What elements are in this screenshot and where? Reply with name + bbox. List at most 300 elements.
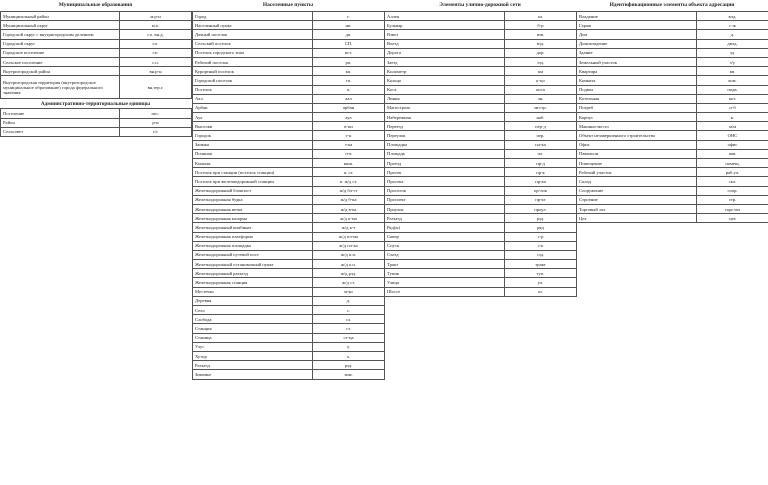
term-cell: Взвоз [385,30,505,39]
abbreviation-cell: ж/д в-ка [313,204,385,213]
term-cell: Поселок [193,85,313,94]
object-row [577,177,768,186]
abbreviation-cell: п. ж/д ст. [313,177,385,186]
term-cell: Рабочий участок [577,168,697,177]
term-cell: Городской округ [1,39,120,48]
abbreviation-cell: киш. [313,159,385,168]
settlement-row [193,122,385,131]
term-cell: Внутригородской район [1,67,120,76]
municipal-row [1,48,192,57]
settlement-row [193,306,385,315]
object-row [577,67,768,76]
settlement-row [193,278,385,287]
settlement-row [193,195,385,204]
term-cell: Дачный поселок [193,30,313,39]
abbreviation-cell: пгт. [313,48,385,57]
abbreviation-cell: скл. [697,177,768,186]
streets-header: Элементы улично-дорожной сети [439,2,521,8]
settlement-row [193,67,385,76]
abbreviation-cell: ряд [505,223,577,232]
street-row [385,131,577,140]
abbreviation-cell: взв. [505,30,577,39]
abbreviation-cell: кот. [697,94,768,103]
abbreviation-cell: г.п. [120,48,192,57]
abbreviation-cell: ззд. [505,57,577,66]
object-row [577,159,768,168]
term-cell: Железнодорожный блокпост [193,186,313,195]
abbreviation-cell: пр-лок [505,186,577,195]
street-row [385,12,577,21]
term-cell: Проселок [385,186,505,195]
settlement-row [193,48,385,57]
term-cell: Разъезд [193,361,313,370]
objects-header: Идентификационные элементы объекта адресации [609,2,735,8]
abbreviation-cell: х. [313,351,385,360]
term-cell: Улус [193,342,313,351]
abbreviation-cell: подв. [697,85,768,94]
term-cell: Цех [577,214,697,223]
street-row [385,204,577,213]
term-cell: Железнодорожный путевой пост [193,250,313,259]
settlement-row [193,250,385,259]
abbreviation-cell: аал [313,94,385,103]
term-cell: Поселение [1,109,120,118]
abbreviation-cell: нп. [313,21,385,30]
term-cell: Переулок [385,131,505,140]
street-row [385,122,577,131]
term-cell: Деревня [193,296,313,305]
municipal-row [1,12,192,21]
term-cell: Железнодорожная станция [193,278,313,287]
abbreviation-cell: мгстр. [505,103,577,112]
abbreviation-cell: у. [313,342,385,351]
abbreviation-cell: coop. [697,186,768,195]
abbreviation-cell: пр-к [505,168,577,177]
abbreviation-cell: г.о. [120,39,192,48]
admin-table [0,108,192,137]
term-cell: Тупик [385,269,505,278]
term-cell: Сельсовет [1,127,120,136]
settlement-row [193,241,385,250]
abbreviation-cell: вн.р-н [120,67,192,76]
settlement-row [193,186,385,195]
settlement-row [193,324,385,333]
term-cell: Земельный участок [577,57,697,66]
abbreviation-cell: км [505,67,577,76]
abbreviation-cell: аул [313,113,385,122]
admin-row [1,118,192,127]
term-cell: Съезд [385,250,505,259]
settlement-row [193,269,385,278]
term-cell: Местечко [193,287,313,296]
abbreviation-cell: с. [313,306,385,315]
object-row [577,94,768,103]
settlement-row [193,57,385,66]
abbreviation-cell: СП. [313,39,385,48]
street-row [385,168,577,177]
abbreviation-cell: к. [697,113,768,122]
abbreviation-cell: коса [505,85,577,94]
term-cell: Здание [577,48,697,57]
abbreviation-cell: с/с [120,127,192,136]
object-row [577,149,768,158]
term-cell: Котельная [577,94,697,103]
term-cell: Офис [577,140,697,149]
object-row [577,131,768,140]
objects-table [576,11,768,223]
object-row [577,103,768,112]
abbreviation-cell: наб. [505,113,577,122]
abbreviation-cell: с.п. [120,57,192,66]
settlement-row [193,103,385,112]
term-cell: Шоссе [385,287,505,296]
term-cell: Километр [385,67,505,76]
abbreviation-cell: п-б [697,103,768,112]
settlement-row [193,149,385,158]
abbreviation-cell: сл. [313,315,385,324]
term-cell: Аллея [385,12,505,21]
term-cell: Заезд [385,57,505,66]
abbreviation-cell: б-р [505,21,577,30]
abbreviation-cell: ш. [505,287,577,296]
settlement-row [193,287,385,296]
term-cell: Муниципальный район [1,12,120,21]
term-cell: Починок [193,149,313,158]
term-cell: Внутригородская территория (внутригородское муниципальное образование) города федерального значения [1,76,120,99]
municipal-row [1,30,192,39]
street-row [385,113,577,122]
settlement-row [193,39,385,48]
abbreviation-cell: ж/д пл-ма [313,232,385,241]
object-row [577,48,768,57]
term-cell: Домовладение [577,39,697,48]
abbreviation-cell: пав. [697,149,768,158]
municipal-row [1,67,192,76]
municipal-row [1,21,192,30]
abbreviation-cell: пр-кт [505,195,577,204]
street-row [385,232,577,241]
admin-row [1,127,192,136]
abbreviation-cell: дп. [313,30,385,39]
street-row [385,103,577,112]
abbreviation-cell: арбан [313,103,385,112]
term-cell: Кольцо [385,76,505,85]
term-cell: Разъезд [385,214,505,223]
abbreviation-cell: ул. [505,278,577,287]
abbreviation-cell: пл. [505,149,577,158]
street-row [385,241,577,250]
term-cell: Подвал [577,85,697,94]
object-row [577,195,768,204]
term-cell: Городское поселение [1,48,120,57]
term-cell: Корпус [577,113,697,122]
abbreviation-cell: ж/д п.п. [313,250,385,259]
street-row [385,260,577,269]
abbreviation-cell: рп. [313,57,385,66]
term-cell: Сооружение [577,186,697,195]
admin-header: Административно-территориальные единицы [40,101,151,108]
term-cell: Арбан [193,103,313,112]
abbreviation-cell: ж/д к-ма [313,214,385,223]
term-cell: Коса [385,85,505,94]
abbreviation-cell: зим. [313,370,385,379]
object-row [577,214,768,223]
abbreviation-cell: г.о. вн.д. [120,30,192,39]
term-cell: Кишлак [193,159,313,168]
term-cell: Дом [577,30,697,39]
term-cell: Выселки [193,122,313,131]
abbreviation-cell: ст-ца [313,333,385,342]
street-row [385,223,577,232]
term-cell: Станица [193,333,313,342]
abbreviation-cell: пос. [120,109,192,118]
settlement-row [193,361,385,370]
object-row [577,39,768,48]
municipal-section [0,0,191,137]
settlement-row [193,232,385,241]
abbreviation-cell: кв. [697,67,768,76]
abbreviation-cell: раб.уч. [697,168,768,177]
abbreviation-cell: з/у [697,57,768,66]
term-cell: Железнодорожная будка [193,195,313,204]
municipal-row [1,76,192,99]
term-cell: Ряд(ы) [385,223,505,232]
street-row [385,287,577,296]
term-cell: Машино-место [577,122,697,131]
abbreviation-cell: с-р [505,232,577,241]
abbreviation-cell: ж/д о.п. [313,260,385,269]
settlement-row [193,12,385,21]
term-cell: Аул [193,113,313,122]
term-cell: Линия [385,94,505,103]
objects-section [576,0,768,223]
abbreviation-cell: зд. [697,48,768,57]
term-cell: Проезд [385,159,505,168]
term-cell: Станция [193,324,313,333]
abbreviation-cell: дор. [505,48,577,57]
settlement-row [193,85,385,94]
settlement-row [193,177,385,186]
term-cell: Заимка [193,140,313,149]
abbreviation-cell: р-н [120,118,192,127]
streets-section [384,0,576,297]
street-row [385,76,577,85]
street-row [385,159,577,168]
street-row [385,140,577,149]
term-cell: Гараж [577,21,697,30]
term-cell: Железнодорожный комбинат [193,223,313,232]
abbreviation-cell: тракт [505,260,577,269]
settlements-section [192,0,384,380]
object-row [577,204,768,213]
settlement-row [193,333,385,342]
abbreviation-cell: стр. [697,195,768,204]
term-cell: Городской округ с внутригородским делением [1,30,120,39]
abbreviation-cell: проул. [505,204,577,213]
abbreviation-cell: туп. [505,269,577,278]
abbreviation-cell: к-цо [505,76,577,85]
street-row [385,278,577,287]
object-row [577,186,768,195]
municipal-header: Муниципальные образования [58,2,133,8]
street-row [385,57,577,66]
term-cell: Дорога [385,48,505,57]
term-cell: Аал [193,94,313,103]
term-cell: Хутор [193,351,313,360]
street-row [385,48,577,57]
term-cell: Набережная [385,113,505,122]
street-row [385,250,577,259]
term-cell: Переезд [385,122,505,131]
term-cell: Тракт [385,260,505,269]
object-row [577,21,768,30]
abbreviation-cell: ж/д к-т [313,223,385,232]
term-cell: Рабочий поселок [193,57,313,66]
term-cell: Железнодорожная ветка [193,204,313,213]
term-cell: Сквер [385,232,505,241]
term-cell: Въезд [385,39,505,48]
term-cell: Улица [385,278,505,287]
abbreviation-cell: ал. [505,12,577,21]
abbreviation-cell: рзд. [505,214,577,223]
streets-table [384,11,577,297]
settlement-row [193,315,385,324]
street-row [385,195,577,204]
term-cell: Квартира [577,67,697,76]
abbreviation-cell: г. [313,12,385,21]
term-cell: Владение [577,12,697,21]
term-cell: Город [193,12,313,21]
term-cell: Поселок городского типа [193,48,313,57]
abbreviation-cell: м/м [697,122,768,131]
term-cell: Курортный поселок [193,67,313,76]
abbreviation-cell: с-к [505,241,577,250]
abbreviation-cell: з-ка [313,140,385,149]
object-row [577,85,768,94]
term-cell: Бульвар [385,21,505,30]
abbreviation-cell: рзд. [313,361,385,370]
term-cell: Проулок [385,204,505,213]
abbreviation-cell: вн.тер.г. [120,76,192,99]
settlement-row [193,131,385,140]
settlement-row [193,113,385,122]
street-row [385,94,577,103]
abbreviation-cell: пр-ка [505,177,577,186]
term-cell: Железнодорожная платформа [193,232,313,241]
term-cell: Просека [385,177,505,186]
municipal-table [0,11,192,99]
abbreviation-cell: пер-д [505,122,577,131]
term-cell: Сельский поселок [193,39,313,48]
term-cell: Объект незавершенного строительства [577,131,697,140]
term-cell: Поселок при железнодорожной станции [193,177,313,186]
abbreviation-cell: цех [697,214,768,223]
abbreviation-cell: д. [313,296,385,305]
term-cell: Спуск [385,241,505,250]
street-row [385,85,577,94]
term-cell: Проспект [385,195,505,204]
settlement-row [193,214,385,223]
street-row [385,39,577,48]
term-cell: Железнодорожный разъезд [193,269,313,278]
municipal-row [1,39,192,48]
settlement-row [193,159,385,168]
term-cell: Район [1,118,120,127]
street-row [385,21,577,30]
settlement-row [193,351,385,360]
abbreviation-cell: двлд. [697,39,768,48]
object-row [577,168,768,177]
street-row [385,177,577,186]
street-row [385,186,577,195]
abbreviation-cell: кп. [313,67,385,76]
object-row [577,122,768,131]
term-cell: Склад [577,177,697,186]
settlements-table [192,11,385,380]
abbreviation-cell: взд. [505,39,577,48]
admin-row [1,109,192,118]
term-cell: Помещение [577,159,697,168]
term-cell: Поселок при станции (поселок станции) [193,168,313,177]
abbreviation-cell: сзд. [505,250,577,259]
term-cell: Слобода [193,315,313,324]
abbreviation-cell: ком. [697,76,768,85]
abbreviation-cell: г-к [313,131,385,140]
settlement-row [193,260,385,269]
abbreviation-cell: д. [697,30,768,39]
abbreviation-cell: ОНС [697,131,768,140]
object-row [577,113,768,122]
street-row [385,214,577,223]
abbreviation-cell: торг.зал [697,204,768,213]
street-row [385,67,577,76]
settlement-row [193,296,385,305]
abbreviation-cell: ж/д пл-ка [313,241,385,250]
abbreviation-cell: п. ст. [313,168,385,177]
settlement-row [193,204,385,213]
term-cell: Железнодорожная казарма [193,214,313,223]
street-row [385,269,577,278]
municipal-row [1,57,192,66]
object-row [577,140,768,149]
term-cell: Погреб [577,103,697,112]
abbreviation-cell: ж/д б-ка [313,195,385,204]
abbreviation-cell: в-ки [313,122,385,131]
settlement-row [193,30,385,39]
abbreviation-cell: м.р-н [120,12,192,21]
term-cell: Железнодорожный остановочный пункт [193,260,313,269]
settlement-row [193,76,385,85]
abbreviation-cell: пер. [505,131,577,140]
abbreviation-cell: ж/д бл-ст [313,186,385,195]
term-cell: Торговый зал [577,204,697,213]
settlement-row [193,370,385,379]
term-cell: Сельское поселение [1,57,120,66]
abbreviation-cell: ж/д рзд. [313,269,385,278]
abbreviation-cell: п-к [313,149,385,158]
street-row [385,30,577,39]
object-row [577,30,768,39]
abbreviation-cell: гп. [313,76,385,85]
term-cell: Магистраль [385,103,505,112]
abbreviation-cell: ж/д ст. [313,278,385,287]
settlement-row [193,168,385,177]
settlements-header: Населенные пункты [262,2,314,8]
abbreviation-cell: м.о. [120,21,192,30]
street-row [385,149,577,158]
abbreviation-cell: г-ж [697,21,768,30]
term-cell: Просек [385,168,505,177]
